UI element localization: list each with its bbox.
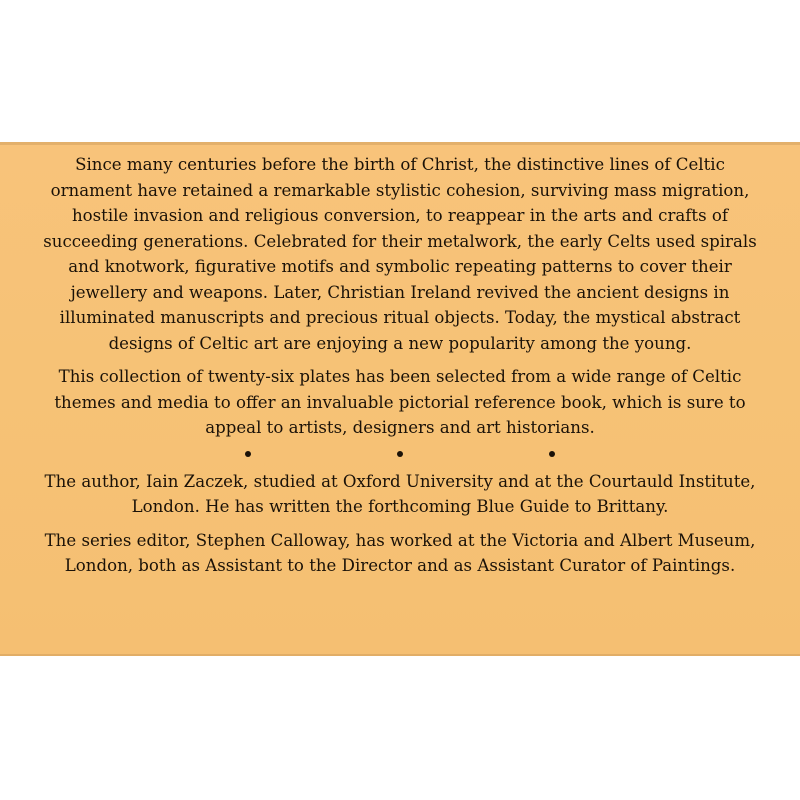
bullet-dot [245,451,251,457]
panel-top-edge [0,142,800,145]
bullet-dot [397,451,403,457]
bullet-dot [549,451,555,457]
editor-paragraph: The series editor, Stephen Calloway, has worked at the Victoria and Albert Museum, London, both as Assistant to the Director and as Assistant Curator of Paintings. [44,530,756,575]
author-paragraph: The author, Iain Zaczek, studied at Oxford University and at the Courtauld Institute, London. He has written the forthcoming Blue Guide to Brittany. [44,471,756,516]
panel-bottom-edge [0,654,800,656]
back-cover-panel [0,142,800,656]
bullet-divider [40,445,760,465]
intro-paragraph: Since many centuries before the birth of Christ, the distinctive lines of Celtic ornament have retained a remarkable stylistic cohesion, surviving mass migration, hostile invasion and religious conversion, to reappear in the arts and crafts of succeeding generations. Celebrated for their metalwork, the early Celts used spirals and knotwork, figurative motifs and symbolic repeating patterns to cover their jewellery and weapons. Later, Christian Ireland revived the ancient designs in illuminated manuscripts and precious ritual objects. Today, the mystical abstract designs of Celtic art are enjoying a new popularity among the young. [43,155,757,353]
collection-paragraph: This collection of twenty-six plates has been selected from a wide range of Celtic themes and media to offer an invaluable pictorial reference book, which is sure to appeal to artists, designers and art historians. [54,367,746,437]
blurb-text [40,152,760,587]
